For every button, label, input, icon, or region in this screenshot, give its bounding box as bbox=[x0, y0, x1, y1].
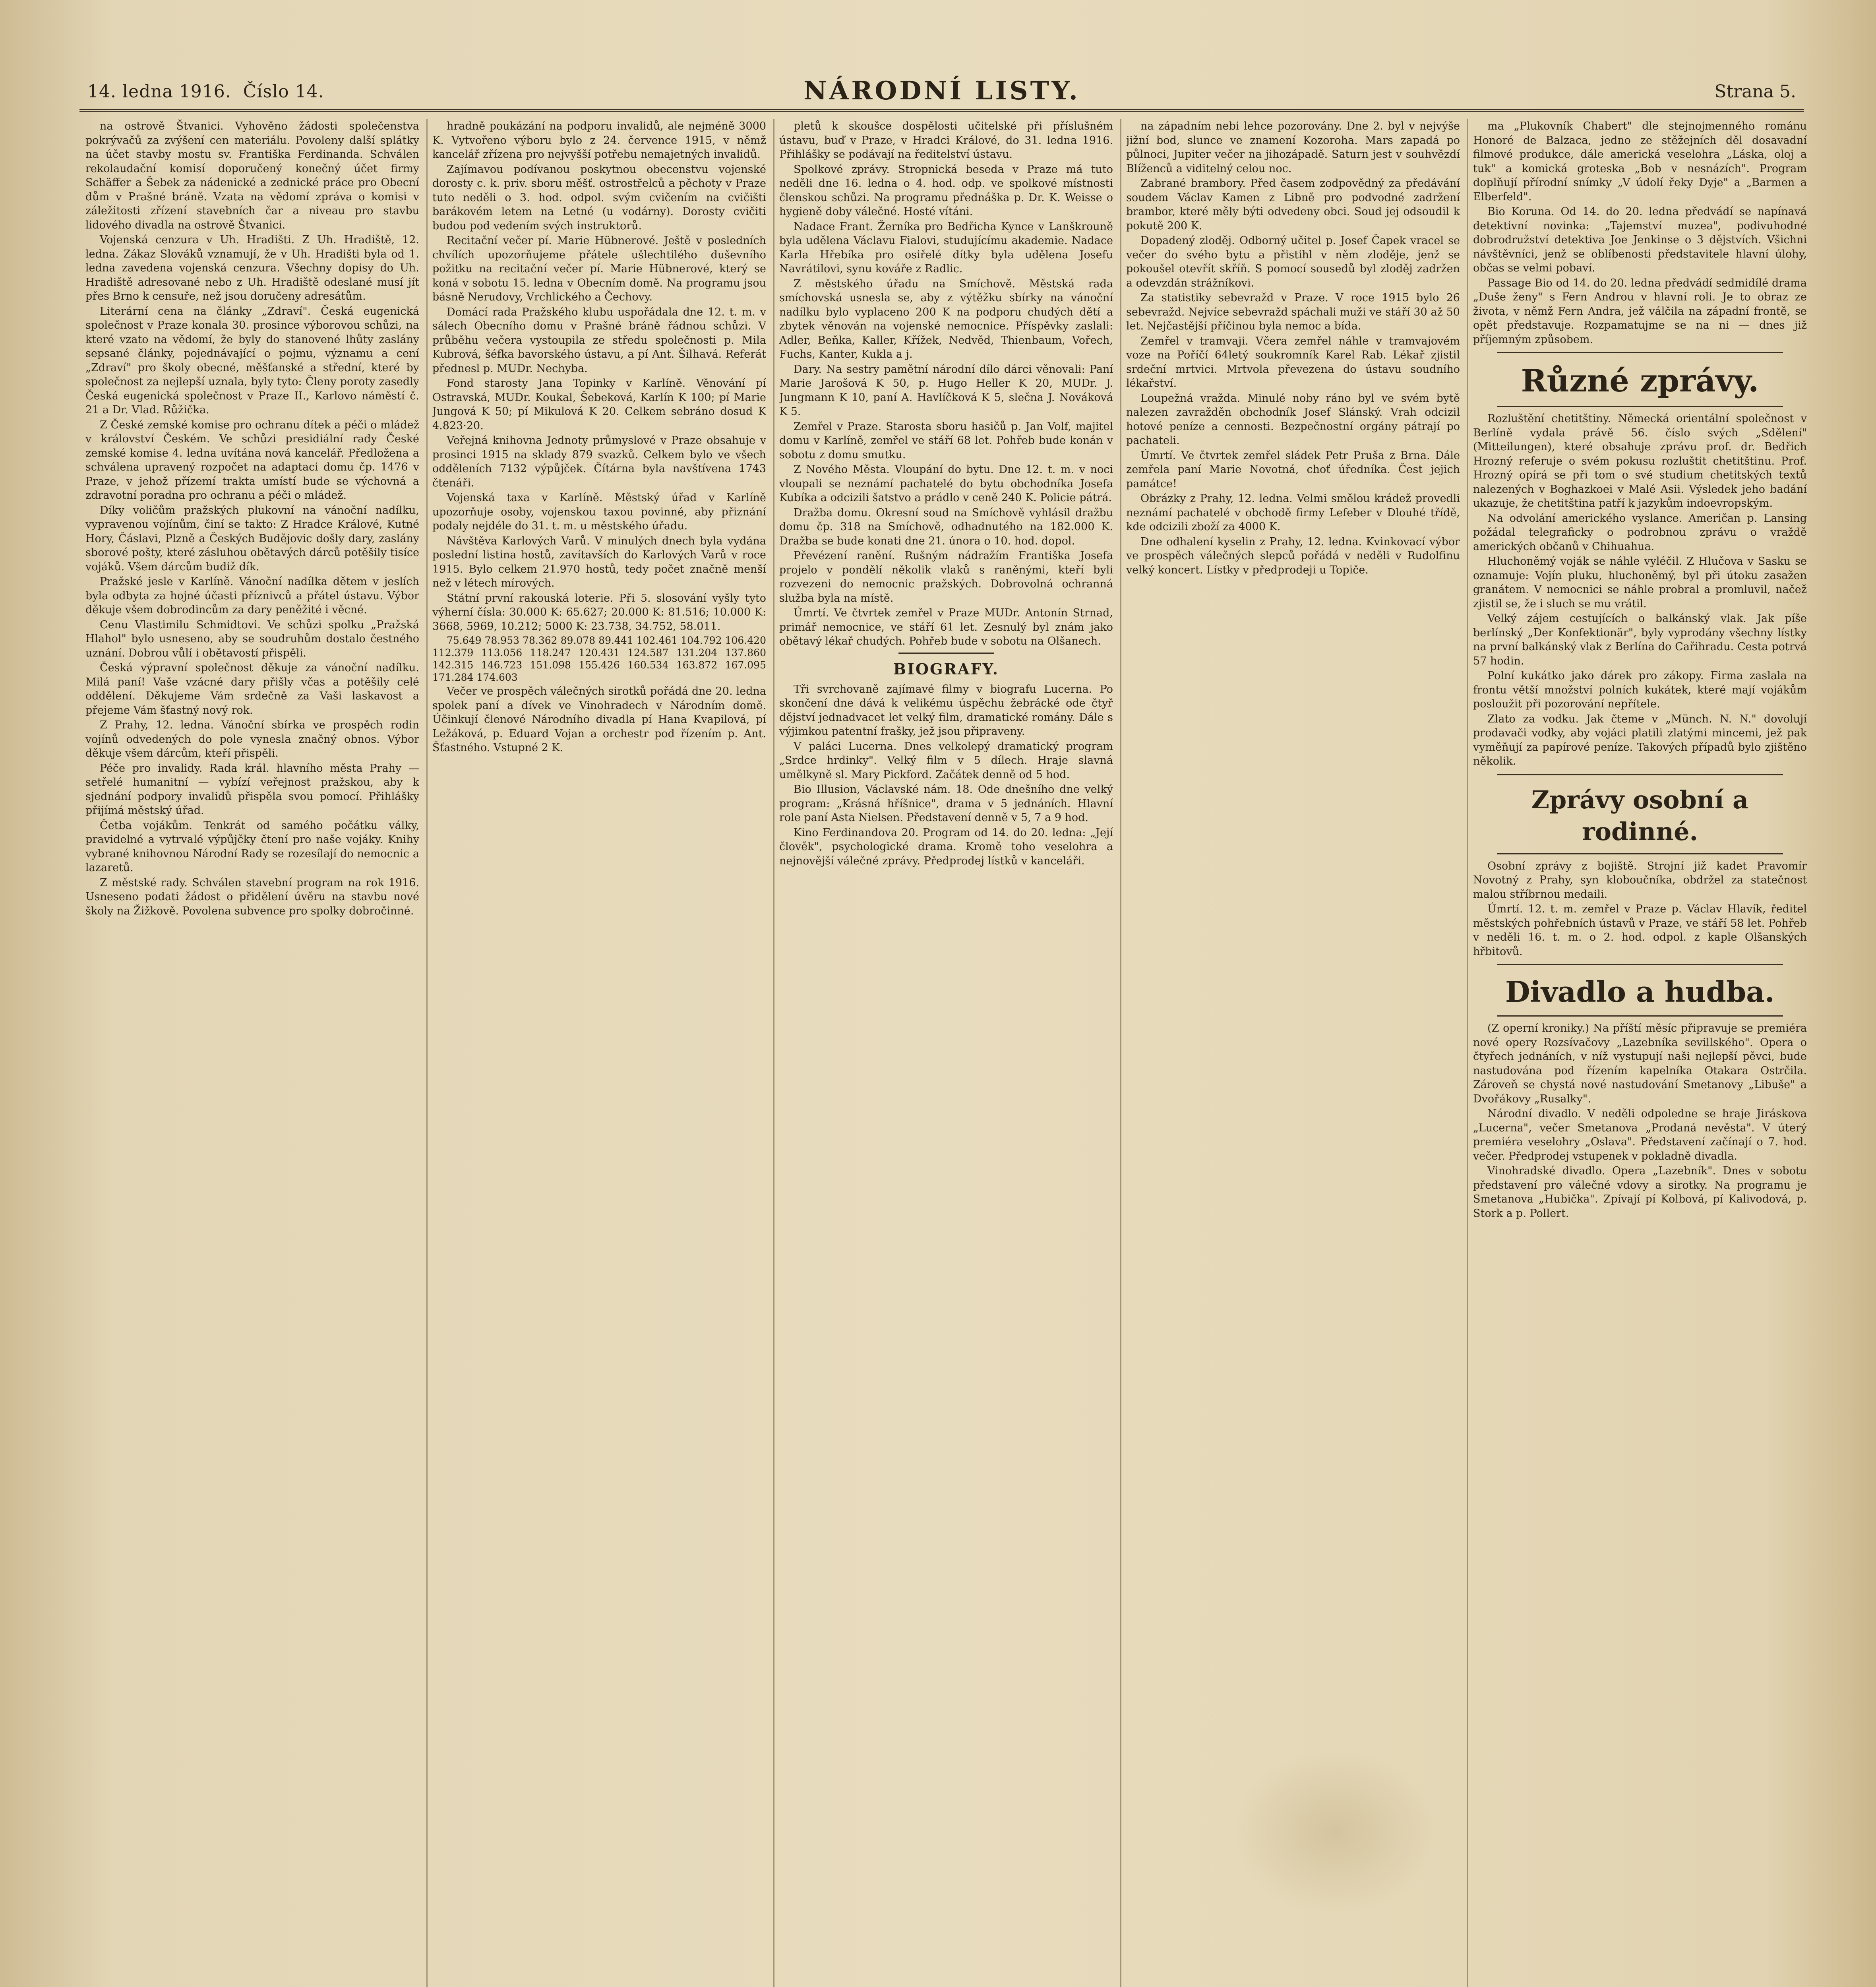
article: Na odvolání amerického vyslance. Američan p. Lansing požádal telegraficky o podrobnou zprávu o vraždě amerických občanů v Chihuahua. bbox=[1473, 512, 1807, 553]
article: Osobní zprávy z bojiště. Strojní již kadet Pravomír Novotný z Prahy, syn kloboučníka, obdržel za statečnost malou stříbrnou medaili. bbox=[1473, 860, 1807, 901]
article: Literární cena na články „Zdraví". Česká eugenická společnost v Praze konala 30. prosince výborovou schůzi, na které vzato na vědomí, že byly do stanovené lhůty zaslány sepsané články, pojednávající o pojmu, významu a cení „Zdraví" pro školy obecné, měšťanské a střední, které by společnost za nejlepší uznala, byly tyto: Členy poroty zasedly Česká eugenická společnost v Praze II., Karlovo náměstí č. 21 a Dr. Vlad. Růžička. bbox=[85, 305, 419, 416]
article: Vojenská cenzura v Uh. Hradišti. Z Uh. Hradiště, 12. ledna. Zákaz Slováků vznamují, že v Uh. Hradišti byla od 1. ledna zavedena vojenská cenzura. Všechny dopisy do Uh. Hradiště adresované nebo z Uh. Hradiště odeslané musí jít přes Brno k censuře, než jsou doručeny adresátům. bbox=[85, 234, 419, 302]
article: Bio Koruna. Od 14. do 20. ledna předvádí se napínavá detektivní novinka: „Tajemství muzea", podivuhodné dobrodružství detektiva Joe Jenkinse o 3 dějstvích. Všichni návštěvníci, jenž se oblíbenosti představitele hlavní úlohy, občas se velmi pobaví. bbox=[1473, 205, 1807, 274]
article: Česká výpravní společnost děkuje za vánoční nadílku. Milá paní! Vaše vzácné dary přišly včas a potěšily celé oddělení. Děkujeme Vám srdečně za Vaši laskavost a přejeme Vám šťastný nový rok. bbox=[85, 662, 419, 717]
article: Polní kukátko jako dárek pro zákopy. Firma zaslala na frontu větší množství polních kukátek, které mají vojákům posloužit při pozorování nepřítele. bbox=[1473, 670, 1807, 710]
divider bbox=[1497, 853, 1783, 854]
article: Recitační večer pí. Marie Hübnerové. Ještě v posledních chvílích upozorňujeme přátele ušlechtilého duševního požitku na recitační večer pí. Marie Hübnerové, který se koná v sobotu 15. ledna v Obecním domě. Na programu jsou básně Nerudovy, Vrchlického a Čechovy. bbox=[432, 234, 766, 303]
article: Veřejná knihovna Jednoty průmyslové v Praze obsahuje v prosinci 1915 na sklady 879 svazků. Celkem bylo ve všech odděleních 7132 výpůjček. Čítárna byla navštívena 1743 čtenáři. bbox=[432, 434, 766, 489]
page-number: Strana 5. bbox=[1714, 81, 1796, 102]
article: Kino Ferdinandova 20. Program od 14. do 20. ledna: „Její člověk", psychologické drama. Kromě toho veselohra a nejnovější válečné zprávy. Předprodej lístků v kanceláři. bbox=[779, 826, 1113, 867]
article: pletů k skoušce dospělosti učitelské při příslušném ústavu, buď v Praze, v Hradci Králové, do 31. ledna 1916. Přihlášky se podávají na ředitelství ústavu. bbox=[779, 120, 1113, 161]
article: Nadace Frant. Žerníka pro Bedřicha Kynce v Lanškrouně byla udělena Václavu Fialovi, studujícímu akademie. Nadace Karla Hřebíka pro osiřelé dítky byla udělena Josefu Navrátilovi, synu kováře z Radlic. bbox=[779, 220, 1113, 275]
article: Velký zájem cestujících o balkánský vlak. Jak píše berlínský „Der Konfektionär", byly vyprodány všechny lístky na první balkánský vlak z Berlína do Cařihradu. Cesta potrvá 57 hodin. bbox=[1473, 612, 1807, 667]
divider bbox=[1497, 352, 1783, 353]
article: Domácí rada Pražského klubu uspořádala dne 12. t. m. v sálech Obecního domu v Prašné bráně řádnou schůzi. V průběhu večera vystoupila ze středu společnosti p. Mila Kubrová, šéfka bavorského ústavu, a pí Ant. Šilhavá. Referát přednesl p. MUDr. Nechyba. bbox=[432, 306, 766, 375]
article: Péče pro invalidy. Rada král. hlavního města Prahy — setřelé humanitní — vybízí veřejnost pražskou, aby k sjednání podpory invalidů přispěla svou pomocí. Přihlášky přijímá městský úřad. bbox=[85, 762, 419, 817]
newspaper-title: NÁRODNÍ LISTY. bbox=[803, 76, 1080, 106]
article: Návštěva Karlových Varů. V minulých dnech byla vydána poslední listina hostů, zavítavších do Karlových Varů v roce 1915. Bylo celkem 21.970 hostů, tedy počet značně menší než v létech mírových. bbox=[432, 535, 766, 589]
column-4 bbox=[1126, 119, 1460, 1987]
article: Četba vojákům. Tenkrát od samého počátku války, pravidelné a vytrvalé výpůjčky čtení pro naše vojáky. Knihy vybrané knihovnou Národní Rady se rozesílají do nemocnic a lazaretů. bbox=[85, 819, 419, 874]
divider bbox=[1497, 406, 1783, 407]
divider bbox=[1497, 964, 1783, 965]
article: Úmrtí. 12. t. m. zemřel v Praze p. Václav Hlavík, ředitel městských pohřebních ústavů v Praze, ve stáří 58 let. Pohřeb v neděli 16. t. m. o 2. hod. odpol. z kaple Olšanských hřbitovů. bbox=[1473, 903, 1807, 958]
section-heading-ruzne: Různé zprávy. bbox=[1521, 363, 1759, 399]
article: Dary. Na sestry pamětní národní dílo dárci věnovali: Paní Marie Jarošová K 50, p. Hugo Heller K 20, MUDr. J. Jungmann K 10, paní A. Havlíčková K 5, slečna J. Nováková K 5. bbox=[779, 363, 1113, 418]
divider bbox=[898, 653, 994, 654]
issue-date: 14. ledna 1916. Číslo 14. bbox=[87, 81, 324, 102]
article: Zabrané brambory. Před časem zodpovědný za předávání soudem Václav Kamen z Libně pro podvodné zadržení brambor, které měly býti odvedeny obci. Soud jej odsoudil k pokutě 200 K. bbox=[1126, 177, 1460, 232]
article: Pražské jesle v Karlíně. Vánoční nadílka dětem v jeslích byla odbyta za hojné účasti příznivců a přátel ústavu. Výbor děkuje všem dobrodincům za dary peněžité i věcné. bbox=[85, 575, 419, 616]
article: Státní první rakouská loterie. Při 5. slosování vyšly tyto výherní čísla: 30.000 K: 65.627; 20.000 K: 81.516; 10.000 K: 3668, 5969, 10.212; 5000 K: 23.738, 34.752, 58.011. bbox=[432, 592, 766, 633]
article: (Z operní kroniky.) Na příští měsíc připravuje se premiéra nové opery Rozsívačovy „Lazebníka sevillského". Opera o čtyřech jednáních, v níž vystupují naši nejlepší pěvci, bude nastudována pod řízením kapelníka Otakara Ostrčila. Zároveň se chystá nové nastudování Smetanovy „Libuše" a Dvořákovy „Rusalky". bbox=[1473, 1022, 1807, 1105]
article: hradně poukázání na podporu invalidů, ale nejméně 3000 K. Vytvořeno výboru bylo z 24. července 1915, v němž kancelář zřízena pro nejvyšší potřebu nemajetných invalidů. bbox=[432, 120, 766, 161]
article: Národní divadlo. V neděli odpoledne se hraje Jiráskova „Lucerna", večer Smetanova „Prodaná nevěsta". V úterý premiéra veselohry „Oslava". Představení začínají o 7. hod. večer. Předprodej vstupenek v pokladně divadla. bbox=[1473, 1108, 1807, 1162]
article: na západním nebi lehce pozorovány. Dne 2. byl v nejvýše jižní bod, slunce ve znamení Kozoroha. Mars zapadá po půlnoci, Jupiter večer na jihozápadě. Saturn jest v souhvězdí Blíženců a viditelný celou noc. bbox=[1126, 120, 1460, 175]
article: Dopadený zloděj. Odborný učitel p. Josef Čapek vracel se večer do svého bytu a přistihl v něm zloděje, jenž se pokoušel otevřít skříň. S pomocí sousedů byl zloděj zadržen a odevzdán strážníkovi. bbox=[1126, 234, 1460, 289]
article: Úmrtí. Ve čtvrtek zemřel sládek Petr Pruša z Brna. Dále zemřela paní Marie Novotná, choť úředníka. Čest jejich památce! bbox=[1126, 449, 1460, 490]
article: ma „Plukovník Chabert" dle stejnojmenného románu Honoré de Balzaca, jedno ze stěžejních děl dosavadní filmové produkce, dále americká veselohra „Láska, oloj a tuk" a komická groteska „Bob v nesnázích". Program doplňují přírodní snímky „V údolí řeky Dyje" a „Barmen a Elberfeld". bbox=[1473, 120, 1807, 203]
article: Z městského úřadu na Smíchově. Městská rada smíchovská usnesla se, aby z výtěžku sbírky na vánoční nadílku bylo vyplaceno 200 K na podporu chudých dětí a zbytek věnován na vojenské nemocnice. Příspěvky zaslali: Adler, Beňka, Kaller, Křížek, Nedvěd, Thienbaum, Vořech, Fuchs, Kanter, Kukla a j. bbox=[779, 277, 1113, 360]
article: Bio Illusion, Václavské nám. 18. Ode dnešního dne velký program: „Krásná hříšnice", drama v 5 jednáních. Hlavní role paní Asta Nielsen. Představení denně v 5, 7 a 9 hod. bbox=[779, 783, 1113, 824]
article: Z Prahy, 12. ledna. Vánoční sbírka ve prospěch rodin vojínů odvedených do pole vynesla značný obnos. Výbor děkuje všem dárcům, kteří přispěli. bbox=[85, 719, 419, 759]
article: V paláci Lucerna. Dnes velkolepý dramatický program „Srdce hrdinky". Velký film v 5 dílech. Hraje slavná umělkyně sl. Mary Pickford. Začátek denně od 5 hod. bbox=[779, 740, 1113, 781]
article: Večer ve prospěch válečných sirotků pořádá dne 20. ledna spolek paní a dívek ve Vinohradech v Národním domě. Účinkují členové Národního divadla pí Hana Kvapilová, pí Ležáková, p. Eduard Vojan a orchestr pod řízením p. Ant. Šťastného. Vstupné 2 K. bbox=[432, 685, 766, 754]
article: Zemřel v tramvaji. Včera zemřel náhle v tramvajovém voze na Poříčí 64letý soukromník Karel Rab. Lékař zjistil srdeční mrtvici. Mrtvola převezena do ústavu soudního lékařství. bbox=[1126, 335, 1460, 389]
article: Úmrtí. Ve čtvrtek zemřel v Praze MUDr. Antonín Strnad, primář nemocnice, ve stáří 61 let. Zesnulý byl znám jako obětavý lékař chudých. Pohřeb bude v sobotu na Olšanech. bbox=[779, 607, 1113, 647]
article: Za statistiky sebevražd v Praze. V roce 1915 bylo 26 sebevražd. Nejvíce sebevražd spáchali muži ve stáří 30 až 50 let. Nejčastější příčinou byla nemoc a bída. bbox=[1126, 292, 1460, 332]
article: Loupežná vražda. Minulé noby ráno byl ve svém bytě nalezen zavražděn obchodník Josef Slánský. Vrah odcizil hotové peníze a cennosti. Bezpečnostní orgány pátrají po pachateli. bbox=[1126, 392, 1460, 447]
article: Rozluštění chetitštiny. Německá orientální společnost v Berlíně vydala právě 56. číslo svých „Sdělení" (Mitteilungen), které obsahuje zprávu prof. dr. Bedřich Hrozný referuje o svém pokusu rozluštit chetitštinu. Prof. Hrozný opírá se při tom o své studium chetitských textů nalezených v Boghazkoei v Malé Asii. Výsledek jeho badání ukazuje, že chetitština patří k jazykům indoevropským. bbox=[1473, 413, 1807, 509]
lottery-numbers: 75.649 78.953 78.362 89.078 89.441 102.461 104.792 106.420 112.379 113.056 118.247 120.431 124.587 131.204 137.860 142.315 146.723 151.098 155.426 160.534 163.872 167.095 171.284 174.603 bbox=[432, 635, 766, 683]
article: Hluchoněmý voják se náhle vyléčil. Z Hlučova v Sasku se oznamuje: Vojín pluku, hluchoněmý, byl při útoku zasažen granátem. V nemocnici se náhle probral a promluvil, načež zjistil se, že i sluch se mu vrátil. bbox=[1473, 555, 1807, 610]
section-heading-biografy: BIOGRAFY. bbox=[893, 660, 999, 678]
article: Dražba domu. Okresní soud na Smíchově vyhlásil dražbu domu čp. 318 na Smíchově, odhadnutého na 182.000 K. Dražba se bude konati dne 21. února o 10. hod. dopol. bbox=[779, 506, 1113, 547]
article: Dne odhalení kyselin z Prahy, 12. ledna. Kvinkovací výbor ve prospěch válečných slepců pořádá v neděli v Rudolfinu velký koncert. Lístky v předprodeji u Topiče. bbox=[1126, 535, 1460, 576]
column-3 bbox=[779, 119, 1113, 1987]
column-rule bbox=[426, 119, 428, 1987]
section-heading-osobni: Zprávy osobní a rodinné. bbox=[1531, 785, 1749, 846]
column-rule bbox=[1467, 119, 1468, 1987]
column-1 bbox=[85, 119, 419, 1987]
article: Převézení ranění. Rušným nádražím Františka Josefa projelo v pondělí několik vlaků s raněnými, kteří byli rozvezeni do nemocnic pražských. Dobrovolná ochranná služba byla na místě. bbox=[779, 550, 1113, 604]
article: Díky voličům pražských plukovní na vánoční nadílku, vypravenou vojínům, činí se takto: Z Hradce Králové, Kutné Hory, Čáslavi, Plzně a Českých Budějovic došly dary, zaslány sborové pošty, které zásluhou obětavých dárců potěšily tisíce vojáků. Všem dárcům budiž dík. bbox=[85, 504, 419, 573]
article: Fond starosty Jana Topinky v Karlíně. Věnování pí Ostravská, MUDr. Koukal, Šebeková, Karlín K 100; pí Marie Jungová K 50; pí Mikulová K 20. Celkem sebráno dosud K 4.823·20. bbox=[432, 377, 766, 432]
article: Z městské rady. Schválen stavební program na rok 1916. Usneseno podati žádost o přidělení úvěru na stavbu nové školy na Žižkově. Povolena subvence pro spolky dobročinné. bbox=[85, 876, 419, 917]
column-5 bbox=[1473, 119, 1807, 1987]
article: Spolkové zprávy. Stropnická beseda v Praze má tuto neděli dne 16. ledna o 4. hod. odp. ve spolkové místnosti členskou schůzi. Na programu přednáška p. Dr. K. Weisse o hygieně doby válečné. Hosté vítáni. bbox=[779, 163, 1113, 218]
article: Passage Bio od 14. do 20. ledna předvádí sedmidílé drama „Duše ženy" s Fern Androu v hlavní roli. Je to obraz ze života, v němž Fern Andra, jež válčila na západní frontě, se opět představuje. Rozpamatujme se na ni — dnes již příjemným způsobem. bbox=[1473, 277, 1807, 346]
article: Tři svrchovaně zajímavé filmy v biografu Lucerna. Po skončení dne dává k velikému úspěchu žebrácké ode čtyř dějství jednadvacet let velký film, dramatické romány. Dále s výjimkou patentní frašky, jež jsou připraveny. bbox=[779, 683, 1113, 738]
article: Obrázky z Prahy, 12. ledna. Velmi smělou krádež provedli neznámí pachatelé v obchodě firmy Lefeber v Dlouhé třídě, kde odcizili zboží za 4000 K. bbox=[1126, 492, 1460, 533]
article: Zajímavou podívanou poskytnou obecenstvu vojenské dorosty c. k. priv. sboru měšť. ostrostřelců a pěchoty v Praze tuto neděli o 3. hod. odpol. svým cvičením na cvičišti barákovém letem na Letné (u vodárny). Dorosty cvičiti budou pod vedením svých instruktorů. bbox=[432, 163, 766, 232]
article: Zemřel v Praze. Starosta sboru hasičů p. Jan Volf, majitel domu v Karlíně, zemřel ve stáří 68 let. Pohřeb bude konán v sobotu z domu smutku. bbox=[779, 420, 1113, 461]
column-2 bbox=[432, 119, 766, 1987]
divider bbox=[1497, 1015, 1783, 1017]
article: Zlato za vodku. Jak čteme v „Münch. N. N." dovolují prodavači vodky, aby vojáci platili zlatými mincemi, jež pak vyměňují za papírové peníze. Takových případů bylo zjištěno několik. bbox=[1473, 713, 1807, 767]
article: na ostrově Štvanici. Vyhověno žádosti společenstva pokrývačů za zvýšení cen materiálu. Povoleny další splátky na účet stavby mostu sv. Františka Ferdinanda. Schválen rekolaudační komisí doporučený konečný účet firmy Schäffer a Šebek za nádenické a zednické práce pro Obecní dům v Prašné bráně. Vzata na vědomí zpráva o komisi v záležitosti zřízení stavebních čar a niveau pro stavbu lidového divadla na ostrově Štvanici. bbox=[85, 120, 419, 231]
article: Z České zemské komise pro ochranu dítek a péči o mládež v království Českém. Ve schůzi presidiální rady České zemské komise 4. ledna uvítána nová kancelář. Předložena a schválena upravený rozpočet na adaptaci domu čp. 1476 v Praze, v jehož přízemí trakta umístí bude se výchovná a zdravotní poradna pro ochranu a péči o mládež. bbox=[85, 418, 419, 502]
article: Cenu Vlastimilu Schmidtovi. Ve schůzi spolku „Pražská Hlahol" bylo usneseno, aby se soudruhům dostalo čestného uznání. Dobrou vůlí i obětavostí přispěli. bbox=[85, 618, 419, 659]
column-rule bbox=[773, 119, 774, 1987]
article: Vojenská taxa v Karlíně. Městský úřad v Karlíně upozorňuje osoby, vojenskou taxou povinné, aby přiznání podaly nejdéle do 31. t. m. u městského úřadu. bbox=[432, 492, 766, 532]
masthead bbox=[79, 74, 1804, 112]
article: Vinohradské divadlo. Opera „Lazebník". Dnes v sobotu představení pro válečné vdovy a sirotky. Na programu je Smetanova „Hubička". Zpívají pí Kolbová, pí Kalivodová, p. Stork a p. Pollert. bbox=[1473, 1165, 1807, 1220]
article: Z Nového Města. Vloupání do bytu. Dne 12. t. m. v noci vloupali se neznámí pachatelé do bytu obchodníka Josefa Kubíka a odcizili šatstvo a prádlo v ceně 240 K. Policie pátrá. bbox=[779, 463, 1113, 504]
column-rule bbox=[1120, 119, 1121, 1987]
section-heading-divadlo: Divadlo a hudba. bbox=[1505, 975, 1775, 1009]
divider bbox=[1497, 774, 1783, 775]
